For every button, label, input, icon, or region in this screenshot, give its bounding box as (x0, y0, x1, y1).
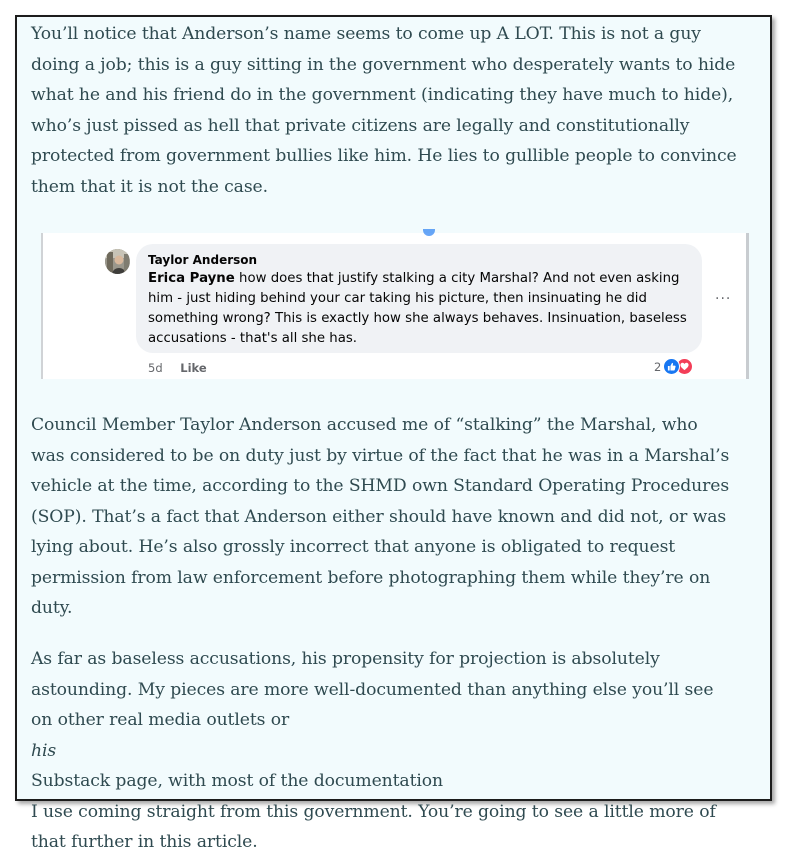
notification-dot (423, 229, 435, 236)
paragraph-2-line: lying about. He’s also grossly incorrect that anyone is obligated to request (31, 537, 676, 557)
paragraph-3-text: on other real media outlets or (31, 710, 290, 730)
paragraph-2-line: was considered to be on duty just by virtue of the fact that he was in a Marshal’s (31, 445, 730, 466)
paragraph-3-line: astounding. My pieces are more well-documented than anything else you’ll see (31, 679, 714, 700)
avatar-photo-icon (105, 249, 130, 274)
paragraph-1-line: them that it is not the case. (31, 176, 268, 197)
paragraph-2-line: duty. (31, 598, 73, 618)
comment-line: accusations - that's all she has. (148, 331, 357, 346)
paragraph-3 (31, 644, 759, 858)
comment-mention[interactable]: Erica Payne (148, 271, 235, 286)
comment-line: something wrong? This is exactly how she always behaves. Insinuation, baseless (148, 311, 687, 326)
avatar[interactable] (105, 249, 130, 274)
paragraph-1-line: protected from government bullies like him. He lies to gullible people to convince (31, 146, 737, 166)
comment-bubble (136, 244, 702, 353)
paragraph-2-line: Council Member Taylor Anderson accused me of “stalking” the Marshal, who (31, 415, 698, 435)
comment-text (148, 269, 696, 349)
emphasis-his: his (31, 740, 57, 761)
paragraph-3-line: As far as baseless accusations, his propensity for projection is absolutely (31, 649, 660, 669)
comment-time[interactable]: 5d (148, 361, 163, 375)
comment-meta (148, 361, 207, 375)
screenshot-left-edge (41, 233, 43, 379)
comment-line-text: how does that justify stalking a city Marshal? And not even asking (234, 271, 680, 286)
paragraph-3-text: Substack page, with most of the documentation (31, 771, 444, 791)
reaction-count: 2 (654, 359, 662, 374)
paragraph-2 (31, 410, 759, 624)
comment-line: him - just hiding behind your car taking his picture, then insinuating he did (148, 291, 647, 306)
paragraph-1-line: what he and his friend do in the government (indicating they have much to hide), (31, 85, 734, 105)
paragraph-3-line (31, 705, 759, 797)
paragraph-1-line: You’ll notice that Anderson’s name seems to come up A LOT. This is not a guy (31, 24, 701, 44)
screenshot-right-edge (746, 233, 749, 379)
paragraph-1-line: doing a job; this is a guy sitting in the government who desperately wants to hide (31, 54, 736, 75)
paragraph-1 (31, 19, 759, 202)
paragraph-2-line: (SOP). That’s a fact that Anderson either should have known and did not, or was (31, 506, 727, 527)
paragraph-3-line: I use coming straight from this government. You’re going to see a little more of (31, 801, 716, 822)
paragraph-2-line: vehicle at the time, according to the SHMD own Standard Operating Procedures (31, 476, 730, 496)
more-options-icon[interactable]: ··· (715, 291, 732, 307)
reactions[interactable] (654, 358, 693, 375)
like-button[interactable]: Like (180, 361, 207, 375)
paragraph-2-line: permission from law enforcement before photographing them while they’re on (31, 567, 711, 588)
comment-author[interactable]: Taylor Anderson (148, 253, 258, 267)
paragraph-3-line: that further in this article. (31, 832, 258, 852)
embedded-comment-screenshot (41, 233, 749, 379)
comment-line (148, 269, 696, 289)
article-frame (15, 15, 772, 852)
paragraph-1-line: who’s just pissed as hell that private citizens are legally and constitutionally (31, 115, 690, 136)
